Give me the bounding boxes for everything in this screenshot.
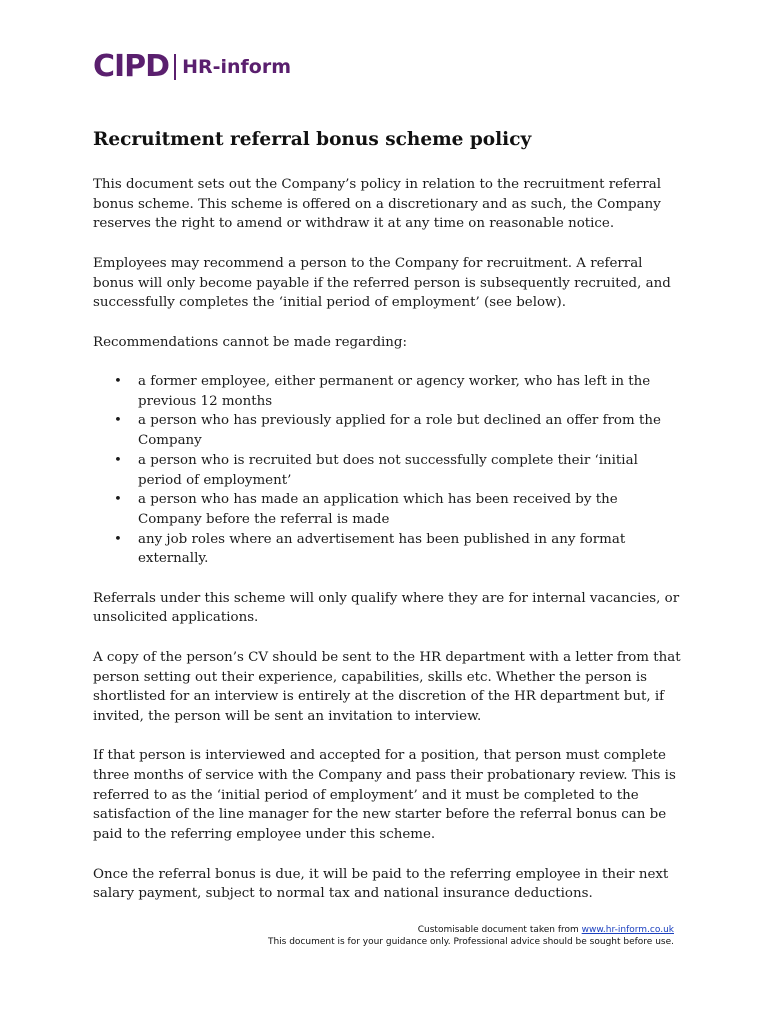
footer-disclaimer: This document is for your guidance only. Professional advice should be sought before use.: [267, 937, 674, 947]
list-item: • a person who has made an application which has been received by the Company before the referral is made: [138, 490, 683, 529]
footer-source-line: [268, 924, 674, 936]
payment-paragraph: Once the referral bonus is due, it will be paid to the referring employee in their next salary payment, subject to normal tax and national insurance deductions.: [93, 866, 669, 902]
list-item: • a person who is recruited but does not successfully complete their ‘initial period of employment’: [138, 451, 683, 490]
logo-cipd-text: CIPD: [93, 49, 170, 84]
list-item: • a former employee, either permanent or agency worker, who has left in the previous 12 months: [138, 372, 683, 411]
document-footer: [268, 924, 674, 948]
footer-source-text: Customisable document taken from: [417, 925, 582, 935]
service-period-paragraph: If that person is interviewed and accepted for a position, that person must complete three months of service with the Company and pass their probationary review. This is referred to as the ‘initial period of employment’ and it must be completed to the satisfaction of the line manager for the new starter before the referral bonus can be paid to the referring employee under this scheme.: [93, 748, 676, 843]
qualify-paragraph: Referrals under this scheme will only qualify where they are for internal vacancies, or unsolicited applications.: [93, 590, 680, 626]
exclusions-list: [93, 372, 683, 569]
exclusions-heading: Recommendations cannot be made regarding:: [93, 334, 408, 350]
cv-process-paragraph: A copy of the person’s CV should be sent to the HR department with a letter from that person setting out their experience, capabilities, skills etc. Whether the person is shortlisted for an interview is entirely at the discretion of the HR department but, if invited, the person will be sent an invitation to interview.: [93, 649, 681, 724]
logo-divider: [174, 54, 176, 80]
document-body: [93, 175, 683, 924]
intro-paragraph: This document sets out the Company’s policy in relation to the recruitment referral bonus scheme. This scheme is offered on a discretionary and as such, the Company reserves the right to amend or withdraw it at any time on reasonable notice.: [93, 177, 661, 232]
cipd-hr-inform-logo: [93, 49, 292, 84]
document-title: Recruitment referral bonus scheme policy: [93, 129, 532, 150]
eligibility-paragraph: Employees may recommend a person to the Company for recruitment. A referral bonus will only become payable if the referred person is subsequently recruited, and successfully completes the ‘initial period of employment’ (see below).: [93, 255, 671, 311]
logo-hr-inform-text: HR-inform: [182, 56, 292, 78]
hr-inform-link[interactable]: www.hr-inform.co.uk: [581, 925, 674, 935]
list-item: • any job roles where an advertisement has been published in any format externally.: [138, 530, 683, 569]
list-item: • a person who has previously applied for a role but declined an offer from the Company: [138, 411, 683, 450]
